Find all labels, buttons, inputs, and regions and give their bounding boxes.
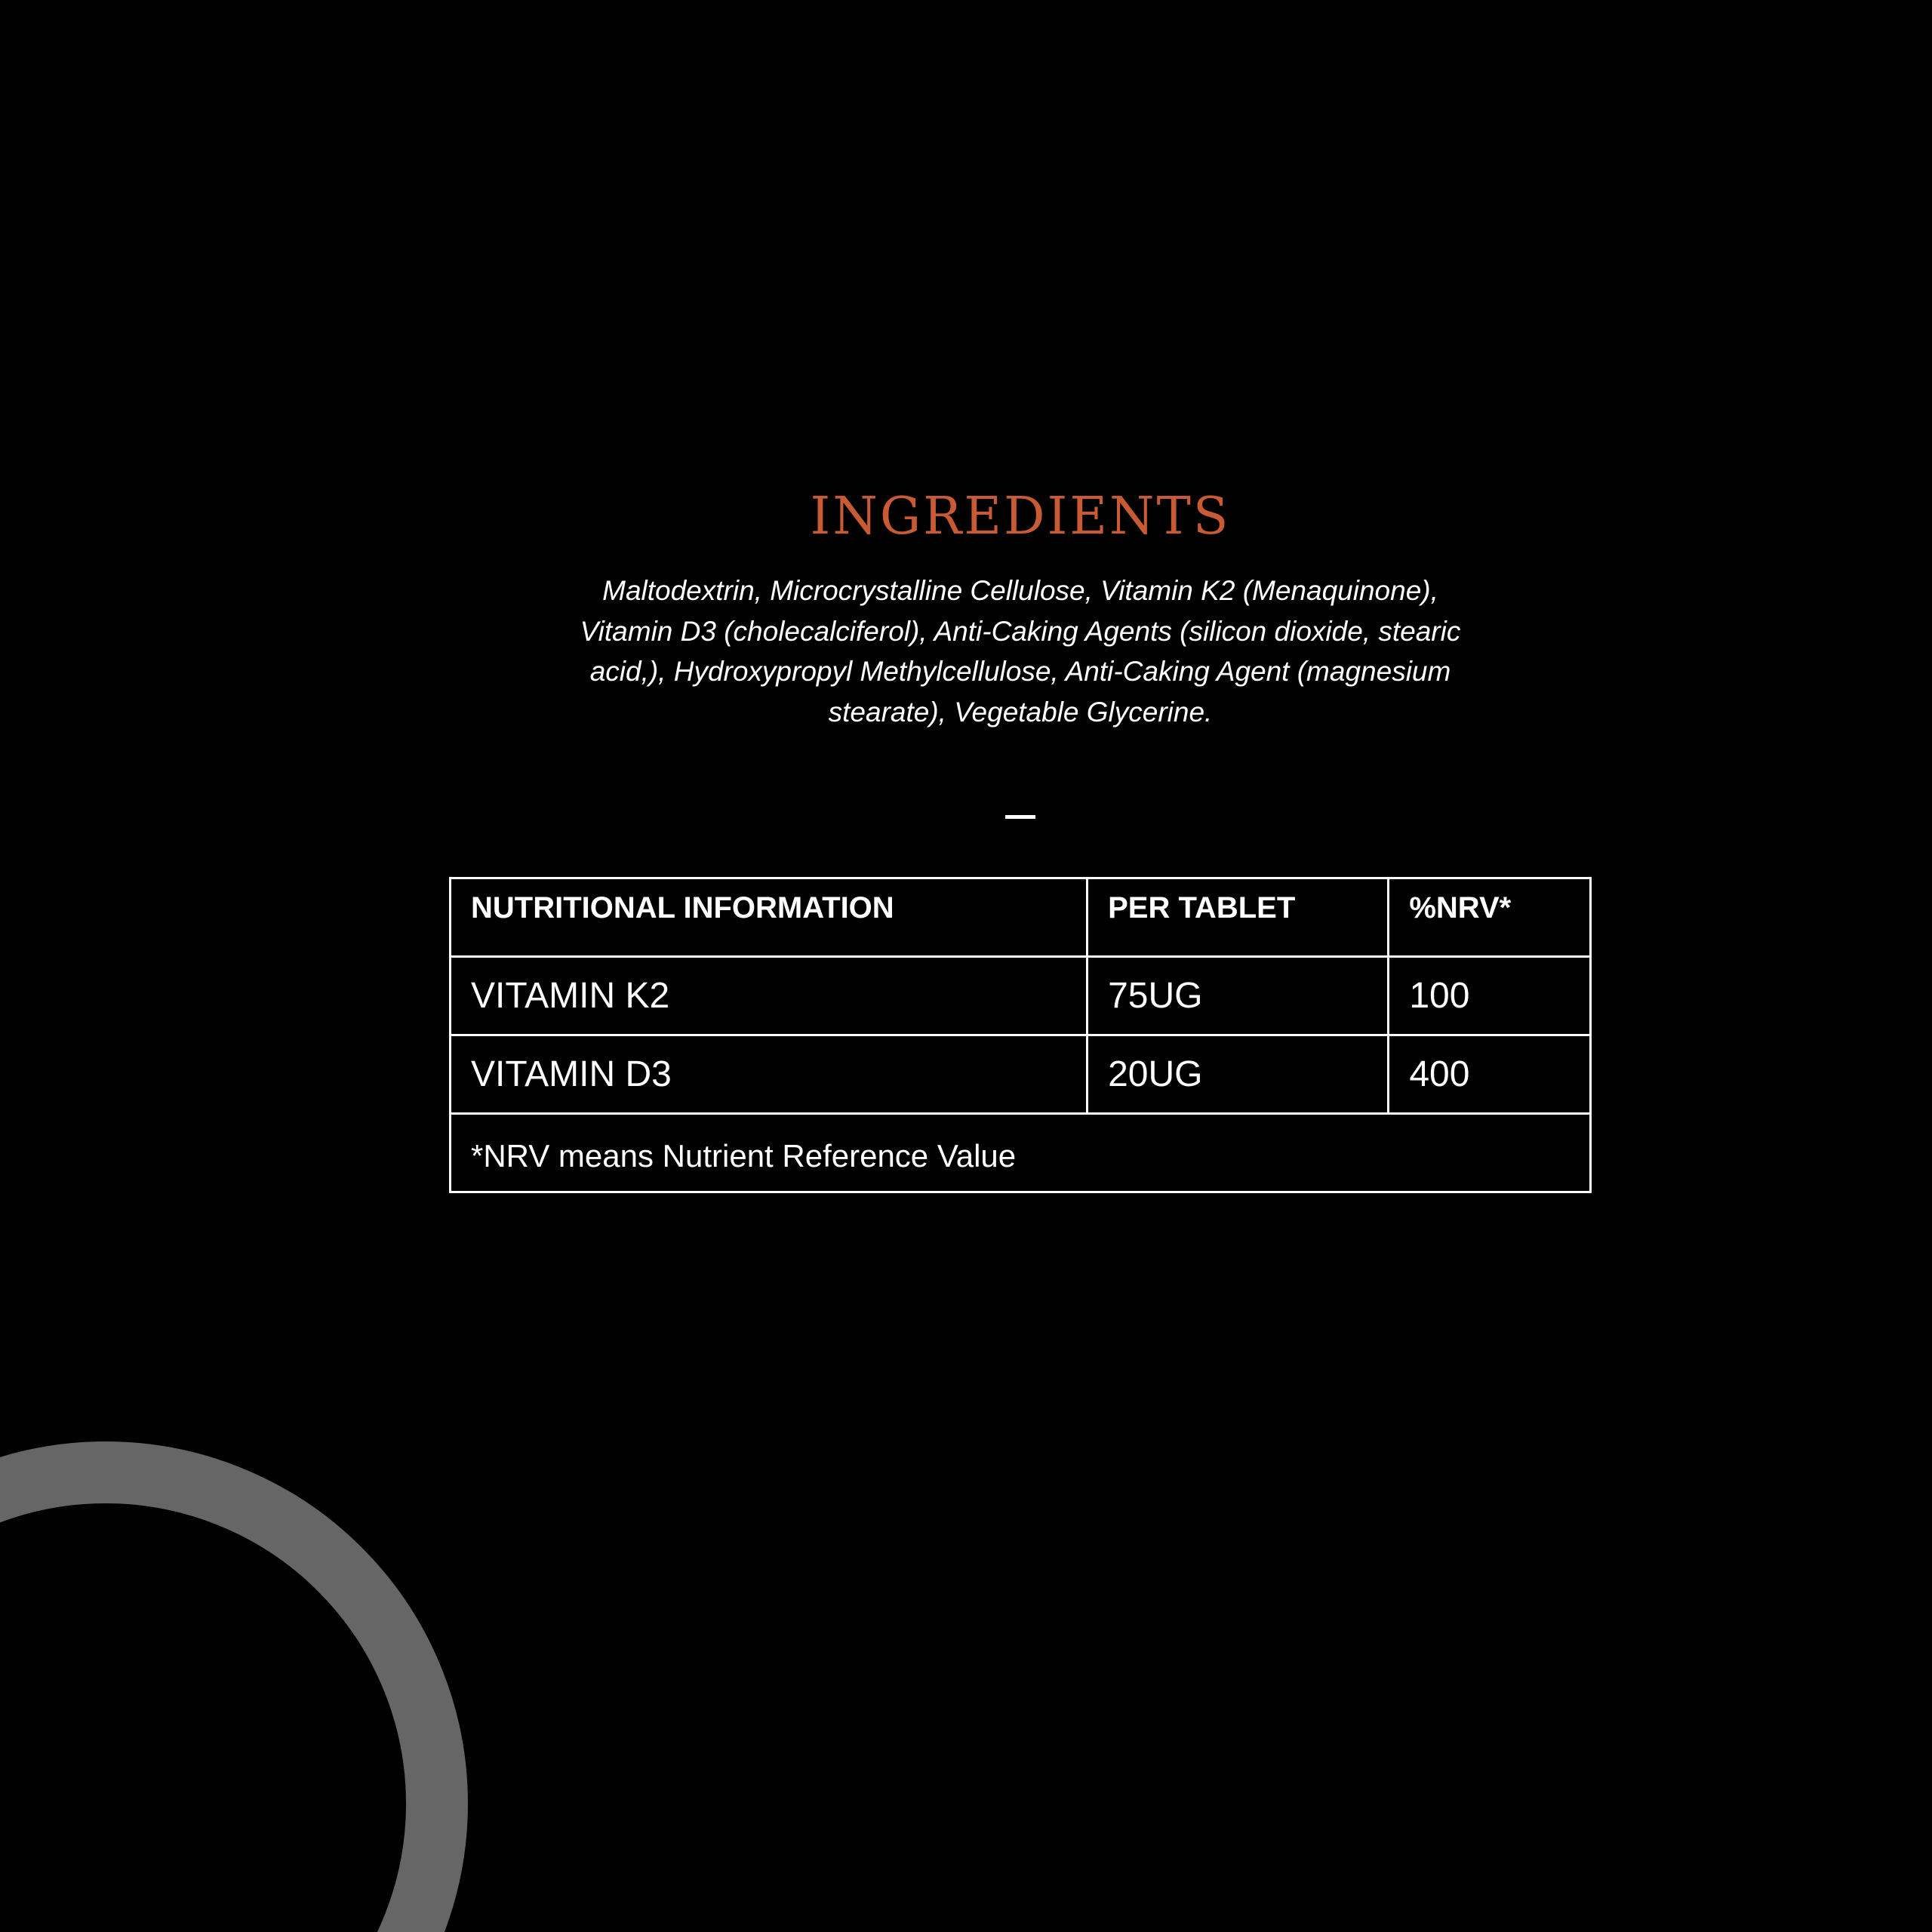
nutrient-nrv: 100 — [1389, 957, 1591, 1035]
decorative-ring — [0, 1441, 468, 1932]
ingredients-text: Maltodextrin, Microcrystalline Cellulose, Vitamin K2 (Menaquinone), Vitamin D3 (cholecalciferol), Anti-Caking Agents (silicon dioxide, stearic acid,), Hydroxypropyl Methylcellulose, Anti-Caking Agent (magnesium stearate), Vegetable Glycerine. — [580, 575, 1461, 728]
table-row — [451, 1035, 1591, 1114]
footnote-row — [451, 1114, 1591, 1192]
header-nrv: %NRV* — [1389, 878, 1591, 957]
table-row — [451, 957, 1591, 1035]
divider-dash — [1005, 815, 1035, 819]
nutrient-amount: 75UG — [1088, 957, 1389, 1035]
nutrient-nrv: 400 — [1389, 1035, 1591, 1114]
header-per-tablet: PER TABLET — [1088, 878, 1389, 957]
nutrition-table — [449, 877, 1592, 1193]
nutrient-name: VITAMIN D3 — [451, 1035, 1088, 1114]
nutrient-amount: 20UG — [1088, 1035, 1389, 1114]
ingredients-heading: INGREDIENTS — [810, 487, 1231, 546]
header-nutritional-information: NUTRITIONAL INFORMATION — [451, 878, 1088, 957]
nutrient-name: VITAMIN K2 — [451, 957, 1088, 1035]
table-header-row — [451, 878, 1591, 957]
nrv-footnote: *NRV means Nutrient Reference Value — [451, 1114, 1591, 1192]
